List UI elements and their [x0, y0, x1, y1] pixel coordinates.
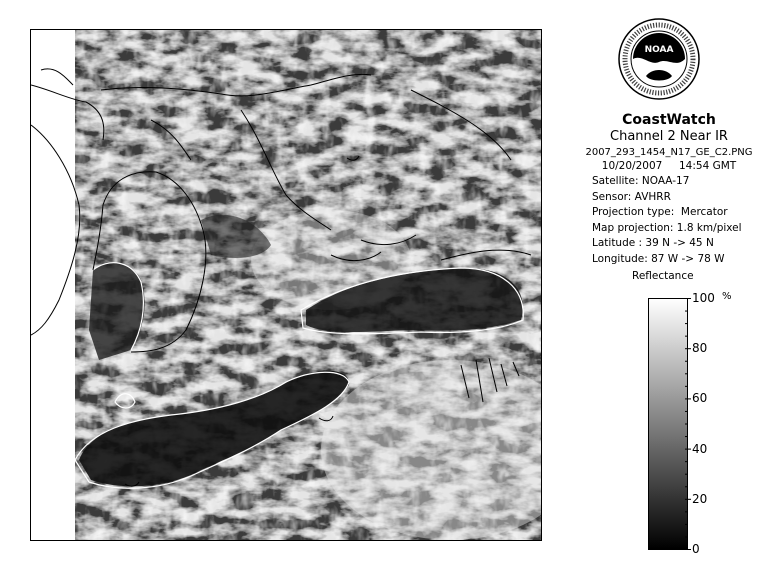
- filename-label: 2007_293_1454_N17_GE_C2.PNG: [585, 147, 753, 158]
- longitude-label: Longitude: 87 W -> 78 W: [592, 252, 725, 265]
- sensor-label: Sensor: AVHRR: [592, 190, 671, 203]
- satellite-image: [31, 30, 541, 540]
- colorbar-title: Reflectance: [632, 270, 694, 282]
- colorbar-tick-label: 80: [692, 341, 708, 356]
- colorbar-tick-label: 100: [692, 291, 715, 305]
- colorbar-tick-label: 40: [692, 441, 708, 456]
- colorbar-tick-label: 0: [692, 542, 700, 556]
- channel-label: Channel 2 Near IR: [610, 129, 728, 144]
- colorbar-unit: %: [722, 291, 732, 302]
- colorbar-ticks: [685, 298, 695, 550]
- product-header: [556, 112, 782, 173]
- satellite-image-panel: [30, 29, 542, 541]
- latitude-label: Latitude : 39 N -> 45 N: [592, 237, 714, 249]
- product-title: CoastWatch: [622, 112, 716, 128]
- noaa-logo: [618, 18, 700, 100]
- map-projection-label: Map projection: 1.8 km/pixel: [592, 221, 742, 234]
- satellite-label: Satellite: NOAA-17: [592, 175, 690, 187]
- colorbar-tick-label: 20: [692, 491, 708, 506]
- colorbar: [648, 298, 688, 550]
- noaa-logo-text: NOAA: [644, 45, 674, 55]
- projection-type-label: Projection type: Mercator: [592, 206, 728, 218]
- datetime-label: 10/20/2007 14:54 GMT: [601, 160, 737, 172]
- image-metadata: [592, 174, 742, 267]
- colorbar-tick-label: 60: [692, 391, 708, 406]
